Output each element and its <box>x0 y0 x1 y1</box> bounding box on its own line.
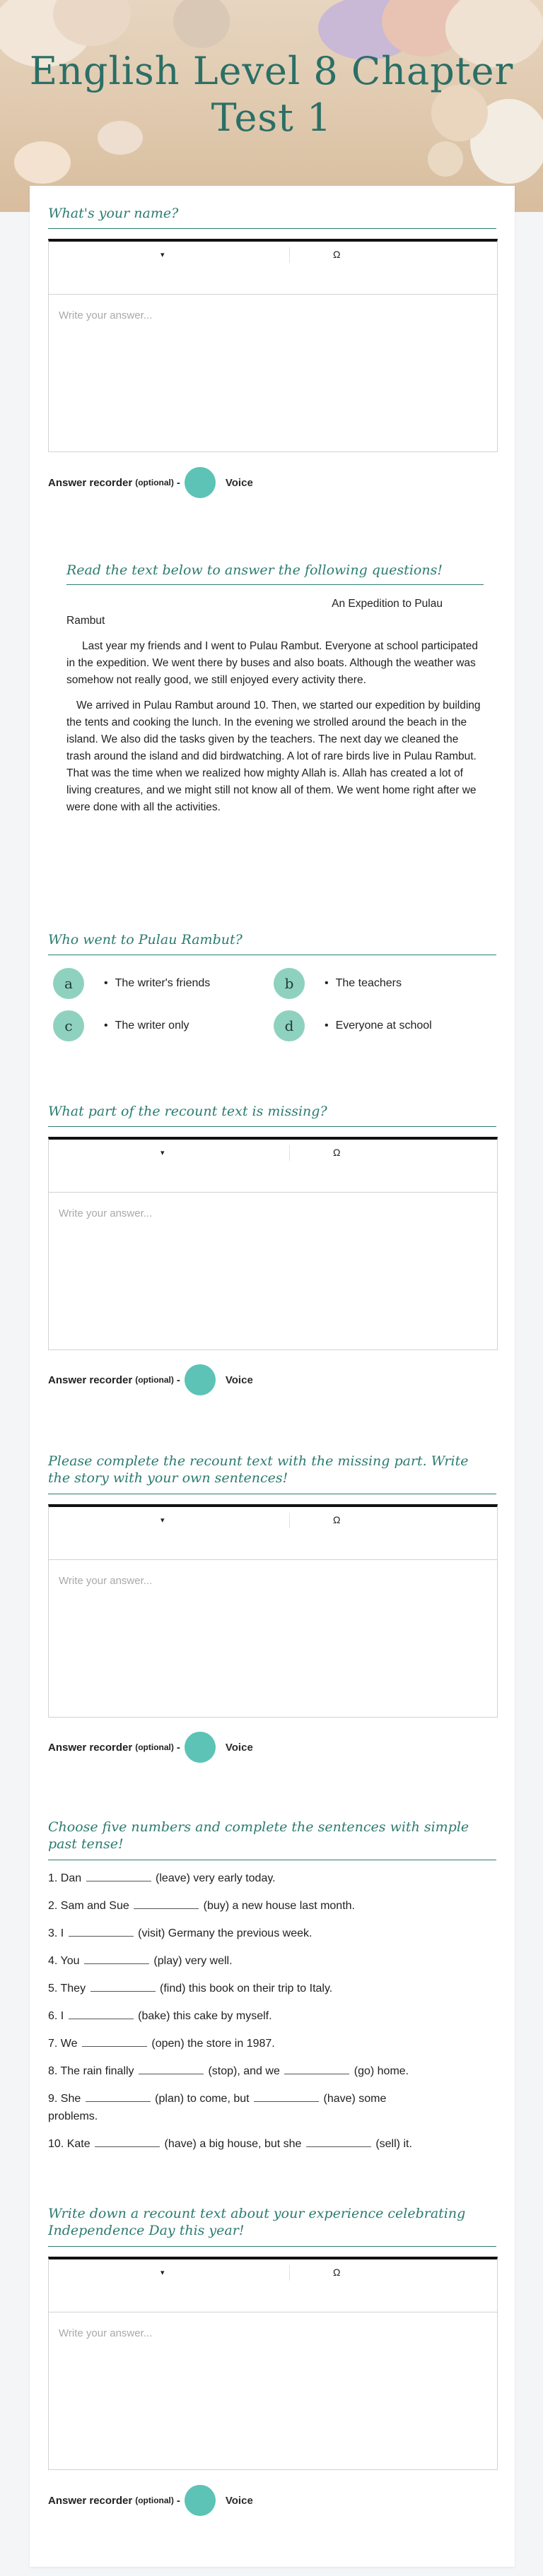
question-title: What part of the recount text is missing? <box>48 1104 327 1119</box>
answer-recorder <box>48 2485 253 2516</box>
special-character-button[interactable]: Ω <box>333 2267 341 2278</box>
sentence-text: (open) the store in 1987. <box>151 2038 275 2050</box>
record-button[interactable] <box>185 2485 216 2516</box>
sentence-6 <box>48 2008 496 2025</box>
fill-blank[interactable] <box>69 1925 134 1937</box>
sentence-text: 5. They <box>48 1983 86 1995</box>
passage-instruction: Read the text below to answer the following questions! <box>66 562 443 578</box>
sentence-text: 4. You <box>48 1955 80 1967</box>
sentence-text: (buy) a new house last month. <box>203 1900 355 1912</box>
editor-toolbar <box>49 2259 497 2312</box>
answer-editor[interactable] <box>48 1504 498 1718</box>
choice-letter: d <box>274 1010 305 1041</box>
recorder-dash: - <box>176 1741 180 1754</box>
answer-recorder <box>48 1732 253 1763</box>
toolbar-separator <box>289 247 290 263</box>
special-character-button[interactable]: Ω <box>333 1147 341 1158</box>
recorder-optional: (optional) <box>135 1375 174 1385</box>
answer-editor[interactable] <box>48 2257 498 2470</box>
passage-paragraph: We arrived in Pulau Rambut around 10. Then, we started our expedition by building the tents and cooking the lunch. In the evening we strolled around the beach in the island. We also did the tasks given by the teachers. The next day we cleaned the trash around the island and did birdwatching. A lot of rare birds live in Pulau Rambut. That was the time when we realized how mighty Allah is. Allah has created a lot of living creatures, and we might still not know all of them. We went home right after we were done with all the activities. <box>66 699 481 813</box>
answer-placeholder[interactable]: Write your answer... <box>59 1207 153 1219</box>
sentence-text: (leave) very early today. <box>156 1872 276 1884</box>
sentence-10 <box>48 2136 496 2153</box>
question-title-line: Independence Day this year! <box>48 2223 245 2238</box>
question-title <box>48 1819 496 1853</box>
sentence-8 <box>48 2063 496 2080</box>
sentence-9-cont <box>48 2108 496 2125</box>
fill-blank[interactable] <box>306 2136 371 2147</box>
sentence-4 <box>48 1953 496 1970</box>
choice-d[interactable] <box>274 1010 432 1041</box>
sentence-text: 7. We <box>48 2038 78 2050</box>
answer-editor[interactable] <box>48 239 498 452</box>
question-title <box>48 2205 496 2239</box>
voice-label: Voice <box>225 1373 253 1386</box>
fill-blank[interactable] <box>254 2091 319 2102</box>
header-banner <box>0 0 543 212</box>
divider <box>66 584 484 585</box>
answer-placeholder[interactable]: Write your answer... <box>59 309 153 321</box>
fill-blank[interactable] <box>90 1980 156 1992</box>
question-title-line: Choose five numbers and complete the sentences with simple <box>48 1819 469 1835</box>
answer-placeholder[interactable]: Write your answer... <box>59 2327 153 2339</box>
sentence-text: problems. <box>48 2110 98 2122</box>
sentence-text: 8. The rain finally <box>48 2065 134 2077</box>
recorder-label: Answer recorder <box>48 2494 133 2507</box>
page-title: English Level 8 Chapter Test 1 <box>29 49 514 140</box>
sentence-9 <box>48 2091 496 2108</box>
sentence-text: 9. She <box>48 2093 81 2105</box>
voice-label: Voice <box>225 476 253 489</box>
answer-recorder <box>48 467 253 498</box>
special-character-button[interactable]: Ω <box>333 249 341 260</box>
recorder-label: Answer recorder <box>48 1741 133 1754</box>
record-button[interactable] <box>185 1364 216 1395</box>
sentence-text: 3. I <box>48 1927 64 1939</box>
recorder-dash: - <box>176 2494 180 2507</box>
toolbar-separator <box>289 1513 290 1528</box>
sentence-1 <box>48 1870 496 1887</box>
fill-blank[interactable] <box>95 2136 160 2147</box>
sentence-7 <box>48 2036 496 2052</box>
fill-blank[interactable] <box>84 1953 149 1964</box>
sentence-text: (have) a big house, but she <box>164 2138 302 2150</box>
sentence-text: 6. I <box>48 2010 64 2022</box>
sentence-text: (visit) Germany the previous week. <box>138 1927 313 1939</box>
recorder-optional: (optional) <box>135 1742 174 1752</box>
question-title: What's your name? <box>48 206 179 221</box>
reading-passage <box>66 596 484 816</box>
format-dropdown[interactable]: ▾ <box>160 251 165 259</box>
question-title <box>48 1453 496 1487</box>
fill-blank[interactable] <box>82 2036 147 2047</box>
special-character-button[interactable]: Ω <box>333 1514 341 1525</box>
choice-text: • The writer only <box>104 1020 189 1032</box>
choice-letter: b <box>274 968 305 999</box>
format-dropdown[interactable]: ▾ <box>160 2269 165 2277</box>
question-title-line: Please complete the recount text with the missing part. Write <box>48 1453 469 1469</box>
sentence-text: (bake) this cake by myself. <box>138 2010 272 2022</box>
sentence-text: (have) some <box>323 2093 387 2105</box>
recorder-dash: - <box>176 476 180 489</box>
toolbar-separator <box>289 1145 290 1161</box>
answer-editor[interactable] <box>48 1137 498 1350</box>
format-dropdown[interactable]: ▾ <box>160 1149 165 1157</box>
passage-heading-cont: Rambut <box>66 615 105 627</box>
sentence-2 <box>48 1898 496 1915</box>
recorder-label: Answer recorder <box>48 476 133 489</box>
recorder-dash: - <box>176 1373 180 1386</box>
question-title-line: the story with your own sentences! <box>48 1470 288 1486</box>
voice-label: Voice <box>225 2494 253 2507</box>
fill-blank[interactable] <box>86 2091 151 2102</box>
editor-toolbar <box>49 1507 497 1560</box>
fill-blank[interactable] <box>134 1898 199 1909</box>
choice-c[interactable] <box>53 1010 189 1041</box>
sentence-text: (stop), and we <box>208 2065 280 2077</box>
passage-heading: An Expedition to Pulau <box>332 598 443 610</box>
choice-text: • Everyone at school <box>325 1020 432 1032</box>
fill-blank[interactable] <box>86 1870 151 1881</box>
recorder-label: Answer recorder <box>48 1373 133 1386</box>
divider <box>48 2246 496 2247</box>
worksheet-card <box>30 186 515 2567</box>
fill-blank[interactable] <box>139 2063 204 2074</box>
editor-toolbar <box>49 242 497 295</box>
fill-blank[interactable] <box>69 2008 134 2019</box>
sentence-text: (play) very well. <box>153 1955 233 1967</box>
editor-toolbar <box>49 1140 497 1193</box>
answer-recorder <box>48 1364 253 1395</box>
format-dropdown[interactable]: ▾ <box>160 1516 165 1525</box>
record-button[interactable] <box>185 1732 216 1763</box>
question-title: Who went to Pulau Rambut? <box>48 932 243 947</box>
question-title-line: past tense! <box>48 1836 124 1852</box>
sentence-text: (go) home. <box>354 2065 409 2077</box>
sentence-text: (find) this book on their trip to Italy. <box>159 1983 333 1995</box>
question-title-line: Write down a recount text about your experience celebrating <box>48 2206 466 2221</box>
record-button[interactable] <box>185 467 216 498</box>
choice-letter: a <box>53 968 84 999</box>
sentence-text: 1. Dan <box>48 1872 82 1884</box>
sentence-3 <box>48 1925 496 1942</box>
recorder-optional: (optional) <box>135 2495 174 2505</box>
choice-letter: c <box>53 1010 84 1041</box>
divider <box>48 228 496 229</box>
divider <box>48 1126 496 1127</box>
choice-b[interactable] <box>274 968 402 999</box>
sentence-text: 10. Kate <box>48 2138 90 2150</box>
sentence-text: (plan) to come, but <box>155 2093 250 2105</box>
passage-paragraph: Last year my friends and I went to Pulau Rambut. Everyone at school participated in the expedition. We went there by buses and also boats. Although the weather was somehow not really good, we still enjoyed every activity there. <box>66 640 479 686</box>
sentence-5 <box>48 1980 496 1997</box>
sentence-text: 2. Sam and Sue <box>48 1900 129 1912</box>
choice-a[interactable] <box>53 968 210 999</box>
recorder-optional: (optional) <box>135 478 174 488</box>
answer-placeholder[interactable]: Write your answer... <box>59 1575 153 1587</box>
choice-text: • The teachers <box>325 977 402 990</box>
fill-blank[interactable] <box>284 2063 349 2074</box>
choice-text: • The writer's friends <box>104 977 210 990</box>
toolbar-separator <box>289 2265 290 2281</box>
sentence-text: (sell) it. <box>375 2138 412 2150</box>
voice-label: Voice <box>225 1741 253 1754</box>
